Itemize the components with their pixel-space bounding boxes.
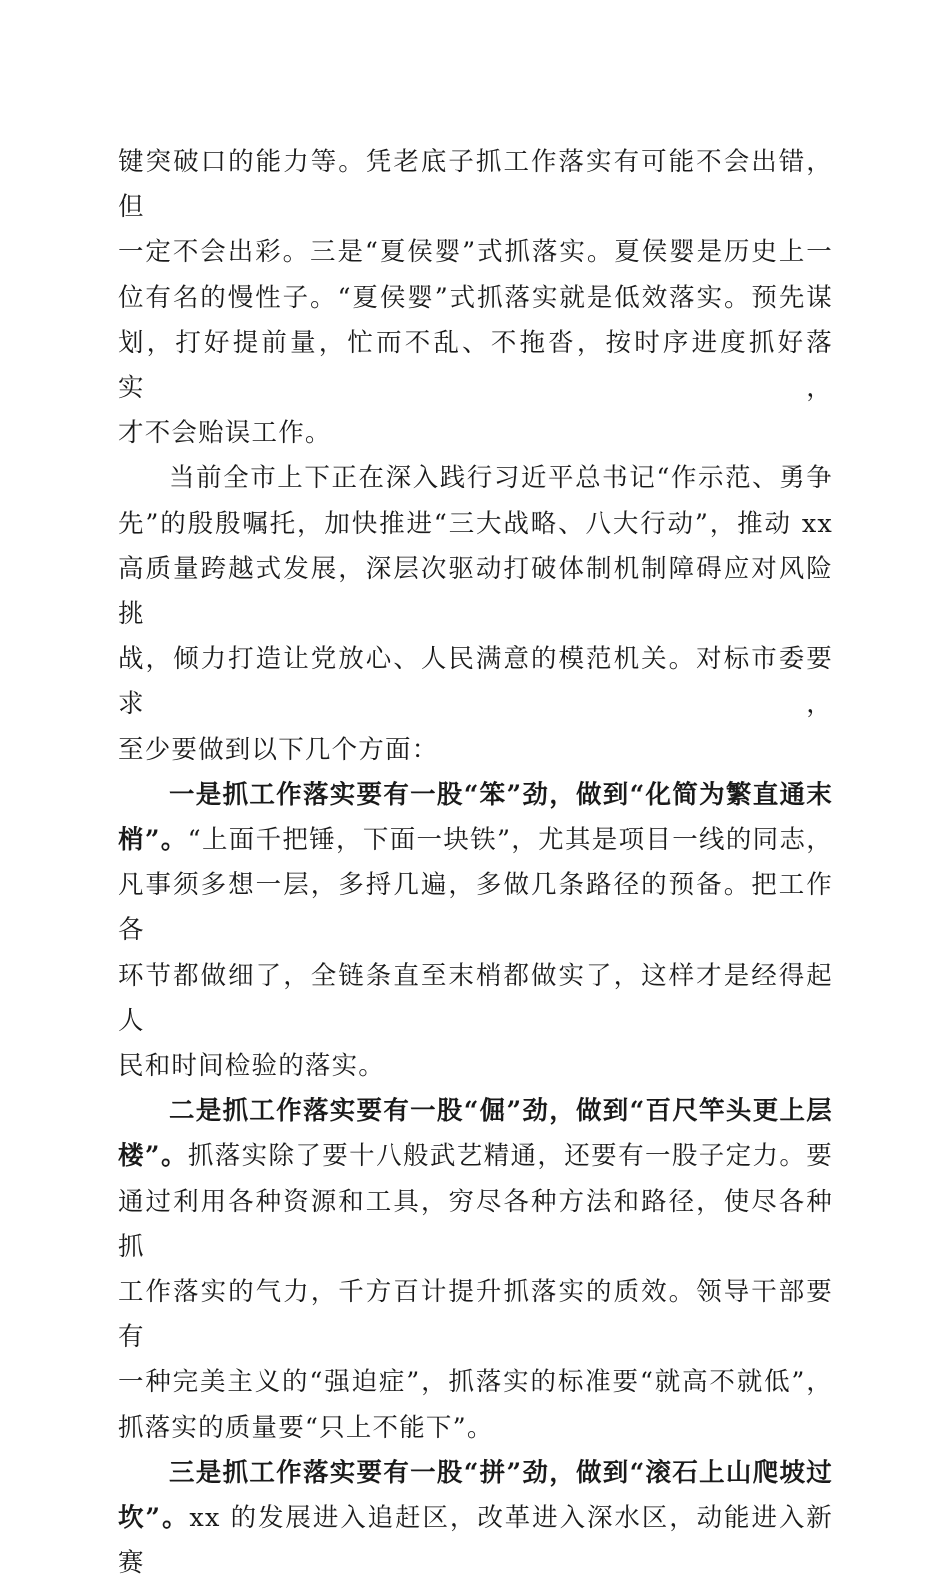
paragraph-rest: “上面千把锤，下面一块铁”，尤其是项目一线的同志， bbox=[187, 825, 833, 856]
paragraph-line: 环节都做细了，全链条直至末梢都做实了，这样才是经得起人 bbox=[118, 960, 833, 1036]
paragraph-line: 键突破口的能力等。凭老底子抓工作落实有可能不会出错，但 bbox=[118, 147, 833, 223]
paragraph-lead-tail: 楼”。 bbox=[118, 1141, 188, 1172]
paragraph-line: 战，倾力打造让党放心、人民满意的模范机关。对标市委要求， bbox=[118, 644, 833, 720]
paragraph-5 bbox=[118, 1451, 833, 1587]
paragraph-lead-tail: 坎”。 bbox=[118, 1503, 190, 1534]
paragraph-2 bbox=[118, 456, 833, 772]
paragraph-lead-line: 二是抓工作落实要有一股“倔”劲，做到“百尺竿头更上层 bbox=[169, 1096, 833, 1127]
paragraph-line bbox=[118, 818, 833, 863]
paragraph-line: 凡事须多想一层，多捋几遍，多做几条路径的预备。把工作各 bbox=[118, 870, 833, 946]
paragraph-line: 至少要做到以下几个方面： bbox=[118, 734, 439, 765]
paragraph-line: 工作落实的气力，千方百计提升抓落实的质效。领导干部要有 bbox=[118, 1277, 833, 1353]
paragraph-line: 才不会贻误工作。 bbox=[118, 418, 332, 449]
paragraph-4 bbox=[118, 1089, 833, 1451]
paragraph-line bbox=[118, 1134, 833, 1179]
paragraph-line: 民和时间检验的落实。 bbox=[118, 1051, 386, 1082]
paragraph-line: 当前全市上下正在深入践行习近平总书记“作示范、勇争 bbox=[169, 463, 833, 494]
paragraph-lead-line: 三是抓工作落实要有一股“拼”劲，做到“滚石上山爬坡过 bbox=[169, 1457, 833, 1488]
paragraph-lead-line: 一是抓工作落实要有一股“笨”劲，做到“化简为繁直通末 bbox=[169, 779, 833, 810]
paragraph-3 bbox=[118, 773, 833, 1089]
paragraph-rest: xx 的发展进入追赶区，改革进入深水区，动能进入新赛 bbox=[118, 1503, 833, 1579]
body-text bbox=[118, 140, 833, 1587]
paragraph-line: 一种完美主义的“强迫症”，抓落实的标准要“就高不就低”， bbox=[118, 1367, 833, 1398]
paragraph-lead-tail: 梢”。 bbox=[118, 825, 188, 856]
paragraph-line bbox=[118, 1496, 833, 1586]
paragraph-line: 位有名的慢性子。“夏侯婴”式抓落实就是低效落实。预先谋 bbox=[118, 282, 833, 313]
paragraph-1 bbox=[118, 140, 833, 456]
paragraph-line: 通过利用各种资源和工具，穷尽各种方法和路径，使尽各种抓 bbox=[118, 1186, 833, 1262]
paragraph-line: 高质量跨越式发展，深层次驱动打破体制机制障碍应对风险挑 bbox=[118, 553, 833, 630]
paragraph-line: 划，打好提前量，忙而不乱、不拖沓，按时序进度抓好落实， bbox=[118, 327, 833, 404]
paragraph-line: 先”的殷殷嘱托，加快推进“三大战略、八大行动”，推动 xx bbox=[118, 508, 833, 539]
paragraph-line: 抓落实的质量要“只上不能下”。 bbox=[118, 1412, 494, 1443]
paragraph-line: 一定不会出彩。三是“夏侯婴”式抓落实。夏侯婴是历史上一 bbox=[118, 237, 833, 268]
paragraph-rest: 抓落实除了要十八般武艺精通，还要有一股子定力。要 bbox=[187, 1141, 833, 1172]
